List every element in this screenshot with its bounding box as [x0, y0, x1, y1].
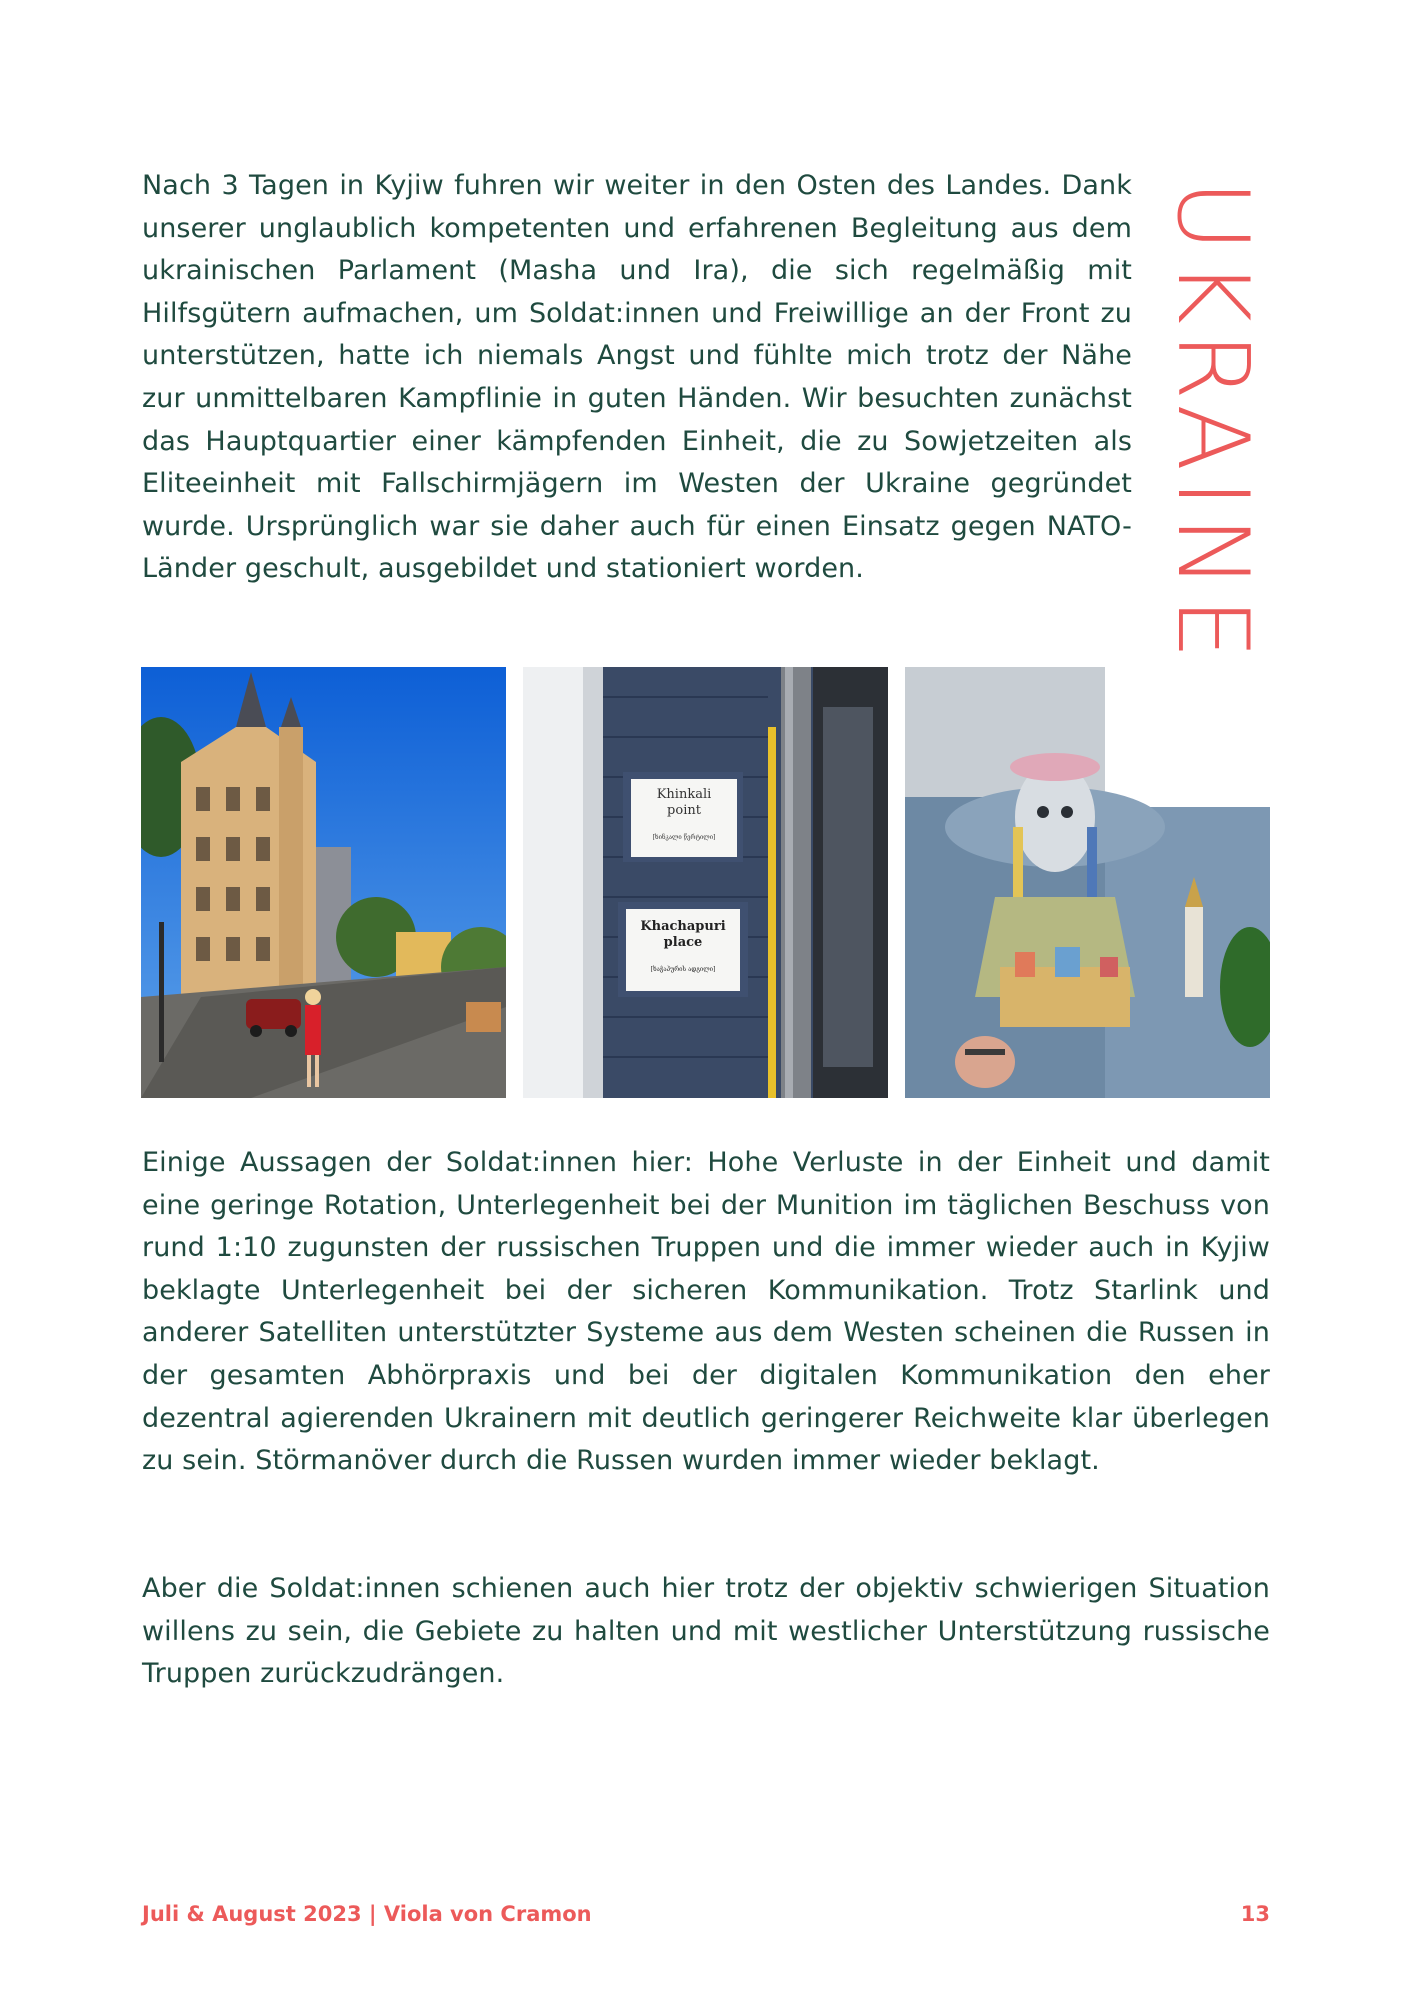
- sign-khinkali-line2: point: [667, 803, 701, 818]
- sign-khinkali-line1: Khinkali: [656, 787, 712, 802]
- footer-publication-info: Juli & August 2023 | Viola von Cramon: [142, 1902, 592, 1926]
- restaurant-signs-image: [523, 667, 888, 1098]
- photo-mural: [905, 667, 1270, 1098]
- photo-street-scene: [141, 667, 506, 1098]
- closing-paragraph: Aber die Soldat:innen schienen auch hier trotz der objektiv schwierigen Situation willens zu sein, die Gebiete zu halten und mit westlicher Unterstützung russische Truppen zurückzudrängen.: [142, 1573, 1270, 1690]
- street-scene-image: [141, 667, 506, 1098]
- sign-khachapuri-line2: place: [663, 935, 703, 950]
- photo-restaurant-signs: [523, 667, 888, 1098]
- mural-image: [905, 667, 1270, 1098]
- sign-khachapuri: [630, 919, 736, 975]
- sign-khinkali: [635, 787, 733, 843]
- soldiers-statements-paragraph: Einige Aussagen der Soldat:innen hier: Hohe Verluste in der Einheit und damit eine geringe Rotation, Unterlegenheit bei der Munition im täglichen Beschuss von rund 1:10 zugunsten der russischen Truppen und die immer wieder auch in Kyjiw beklagte Unterlegenheit bei der sicheren Kommunikation. Trotz Starlink und anderer Satelliten unterstützter Systeme aus dem Westen scheinen die Russen in der gesamten Abhörpraxis und bei der digitalen Kommunikation den eher dezentral agierenden Ukrainern mit deutlich geringerer Reichweite klar überlegen zu sein. Störmanöver durch die Russen wurden immer wieder beklagt.: [142, 1147, 1270, 1477]
- sign-khinkali-sub: [ხინკალი წერტილი]: [652, 834, 716, 841]
- sign-khachapuri-sub: [ხაჭაპურის ადგილი]: [650, 966, 716, 973]
- section-title: UKRAINE: [1155, 180, 1269, 668]
- intro-paragraph: Nach 3 Tagen in Kyjiw fuhren wir weiter in den Osten des Landes. Dank unserer unglaublich kompetenten und erfahrenen Begleitung aus dem ukrainischen Parlament (Masha und Ira), die sich regelmäßig mit Hilfsgütern aufmachen, um Soldat:innen und Freiwillige an der Front zu unterstützen, hatte ich niemals Angst und fühlte mich trotz der Nähe zur unmittelbaren Kampflinie in guten Händen. Wir besuchten zunächst das Hauptquartier einer kämpfenden Einheit, die zu Sowjetzeiten als Eliteeinheit mit Fallschirmjägern im Westen der Ukraine gegründet wurde. Ursprünglich war sie daher auch für einen Einsatz gegen NATO-Länder geschult, ausgebildet und stationiert worden.: [142, 170, 1132, 585]
- sign-khachapuri-line1: Khachapuri: [640, 919, 726, 934]
- page-number: 13: [1240, 1902, 1270, 1926]
